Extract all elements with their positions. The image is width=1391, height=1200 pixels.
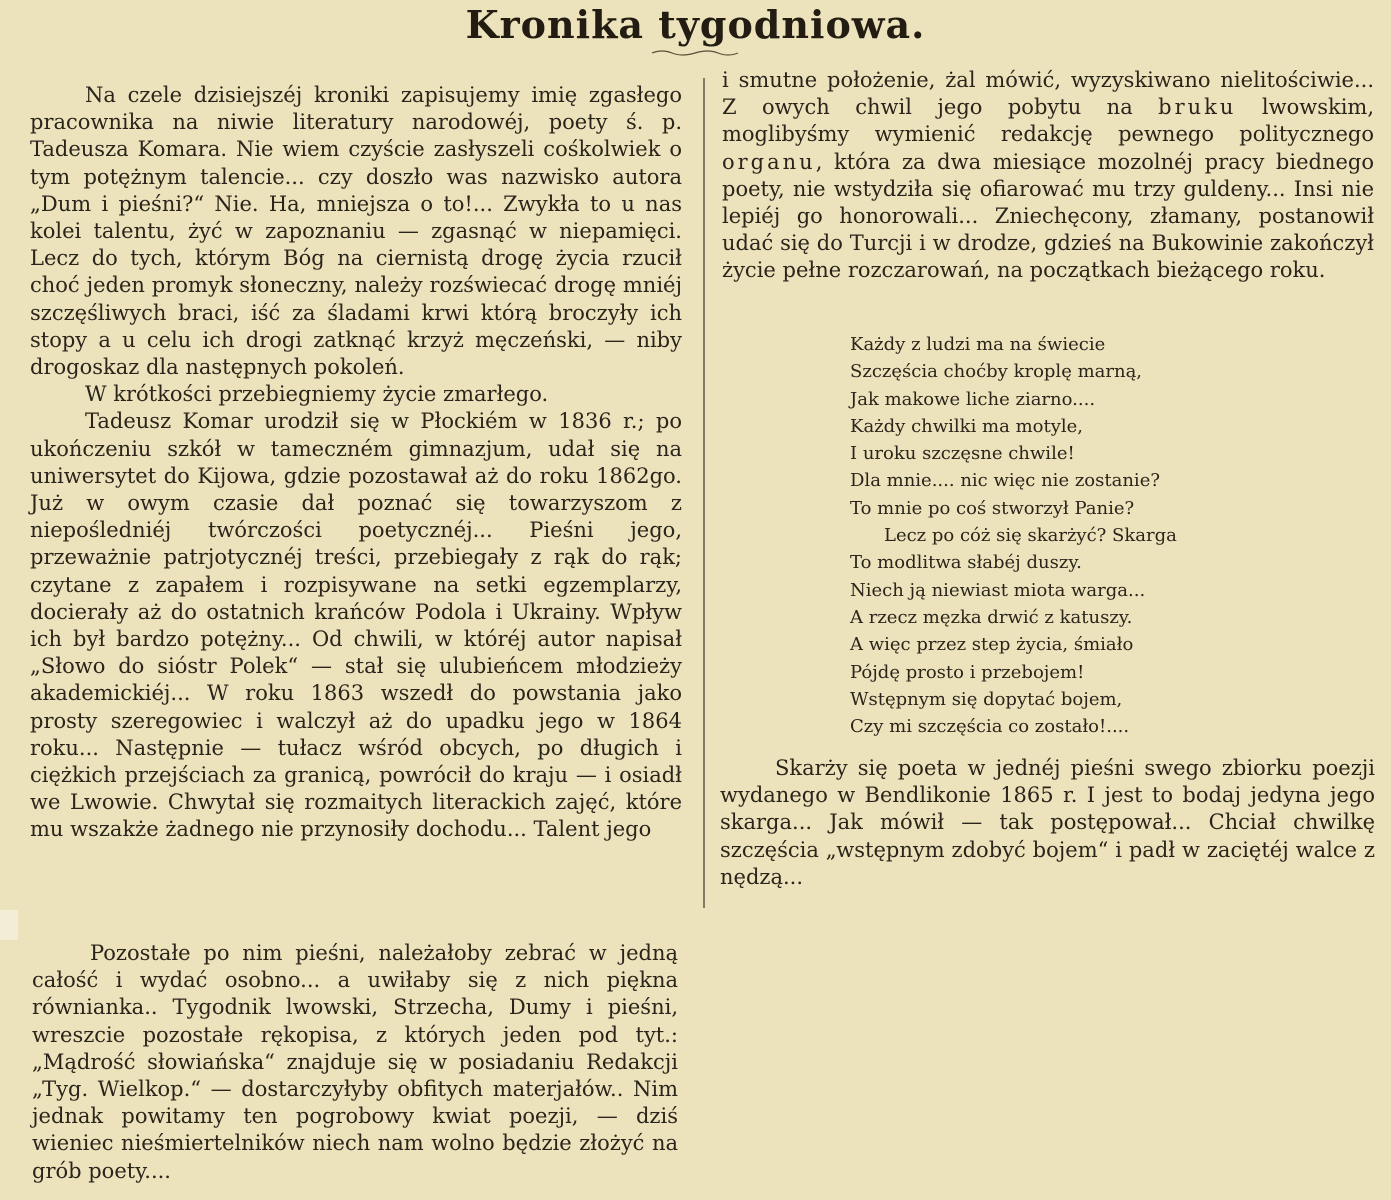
right-column-closing [720,755,1375,891]
paragraph-closing: Skarży się poeta w jednéj pieśni swego zbiorku poezji wydanego w Bendlikonie 1865 r. I jest to bodaj jedyna jego skarga... Jak mówił — tak postępował... Chciał chwilkę szczęścia „wstępnym zdobyć bojem“ i padł w zaciętéj walce z nędzą... [720,756,1375,889]
paragraph-transition: W krótkości przebiegniemy życie zmarłego. [85,382,549,407]
poem-line: A więc przez step życia, śmiało [850,634,1134,656]
poem-line: Wstępnym się dopytać bojem, [850,688,1123,710]
poem-line: Niech ją niewiast miota warga... [850,579,1146,601]
paragraph-continuation [722,67,1374,285]
title-ornament [650,48,740,58]
poem-line: I uroku szczęsne chwile! [850,443,1075,465]
bottom-left-block [32,940,678,1185]
paragraph-remaining-songs: Pozostałe po nim pieśni, należałoby zebrać w jedną całość i wydać osobno... a uwiłaby się z nich piękna równianka.. Tygodnik lwowski, Strzecha, Dumy i pieśni, wreszcie pozostałe rękopisa, z których jeden pod tyt.: „Mądrość słowiańska“ znajduje się w posiadaniu Redakcji „Tyg. Wielkop.“ — dostarczyłyby obfitych materjałów.. Nim jednak powitamy ten pogrobowy kwiat poezji, — dziś wieniec nieśmiertelników niech nam wolno będzie złożyć na grób poety.... [32,941,678,1183]
poem-line: Czy mi szczęścia co zostało!.... [850,716,1130,738]
poem-line: Jak makowe liche ziarno.... [850,388,1096,410]
right-column-text [722,67,1374,285]
page-title: Kronika tygodniowa. [465,2,926,47]
poem-line: Lecz po cóż się skarżyć? Skarga [884,525,1177,547]
left-column [30,82,682,844]
continuation-start: i smutne położenie, żal mówić, wyzyskiwano nielitościwie... Z owych chwil jego pobytu na [722,68,1374,120]
continuation-mid: lwowskim, moglibyśmy wymienić redakcję pewnego politycznego [722,95,1375,147]
poem-line: To mnie po coś stworzył Panie? [850,497,1135,519]
paragraph-intro: Na czele dzisiejszéj kroniki zapisujemy imię zgasłego pracownika na niwie literatury narodowéj, poety ś. p. Tadeusza Komara. Nie wiem czyście zasłyszeli cośkolwiek o tym potężnym talencie... czy doszło was nazwisko autora „Dum i pieśni?“ Nie. Ha, mniejsza o to!... Zwykła to u nas kolei talentu, żyć w zapoznaniu — zgasnąć w niepamięci. Lecz do tych, którym Bóg na ciernistą drogę życia rzucił choć jeden promyk słoneczny, należy rozświecać drogę mniéj szczęśliwych braci, iść za śladami krwi którą broczyły ich stopy a u celu ich drogi zatknąć krzyż męczeński, — niby drogoskaz dla następnych pokoleń. [30,83,682,380]
poem-line: Każdy chwilki ma motyle, [850,415,1084,437]
paper-patch [0,910,18,940]
poem-line: Każdy z ludzi ma na świecie [850,334,1106,355]
poem-line: Pójdę prosto i przebojem! [850,661,1085,683]
poem-block [850,331,1270,740]
poem-line: Szczęścia choćby kroplę marną, [850,361,1143,383]
spaced-word-bruku: bruku [1158,95,1237,120]
column-divider [703,78,705,908]
poem-line: Dla mnie.... nic więc nie zostanie? [850,470,1160,492]
poem-line: To modlitwa słabéj duszy. [850,552,1082,574]
poem-line: A rzecz męzka drwić z katuszy. [850,606,1133,628]
spaced-word-organu: organu [722,149,816,174]
paragraph-biography: Tadeusz Komar urodził się w Płockiém w 1836 r.; po ukończeniu szkół w tameczném gimnazjum, udał się na uniwersytet do Kijowa, gdzie pozostawał aż do roku 1862go. Już w owym czasie dał poznać się towarzyszom z niepośledniéj twórczości poetycznéj... Pieśni jego, przeważnie patrjotycznéj treści, przebiegały z rąk do rąk; czytane z zapałem i rozpisywane na setki egzemplarzy, docierały aż do ostatnich krańców Podola i Ukrainy. Wpływ ich był bardzo potężny... Od chwili, w któréj autor napisał „Słowo do sióstr Polek“ — stał się ulubieńcem młodzieży akademickiéj... W roku 1863 wszedł do powstania jako prosty szeregowiec i walczył aż do upadku jego w 1864 roku... Następnie — tułacz wśród obcych, po długich i ciężkich przejściach za granicą, powrócił do kraju — i osiadł we Lwowie. Chwytał się rozmaitych literackich zajęć, które mu wszakże żadnego nie przynosiły dochodu... Talent jego [30,409,682,842]
continuation-end: , która za dwa miesiące mozolnéj pracy biednego poety, nie wstydziła się ofiarować mu trzy guldeny... Insi nie lepiéj go honorowali... Zniechęcony, złamany, postanowił udać się do Turcji i w drodze, gdzieś na Bukowinie zakończył życie pełne rozczarowań, na początkach bieżącego roku. [722,149,1374,283]
